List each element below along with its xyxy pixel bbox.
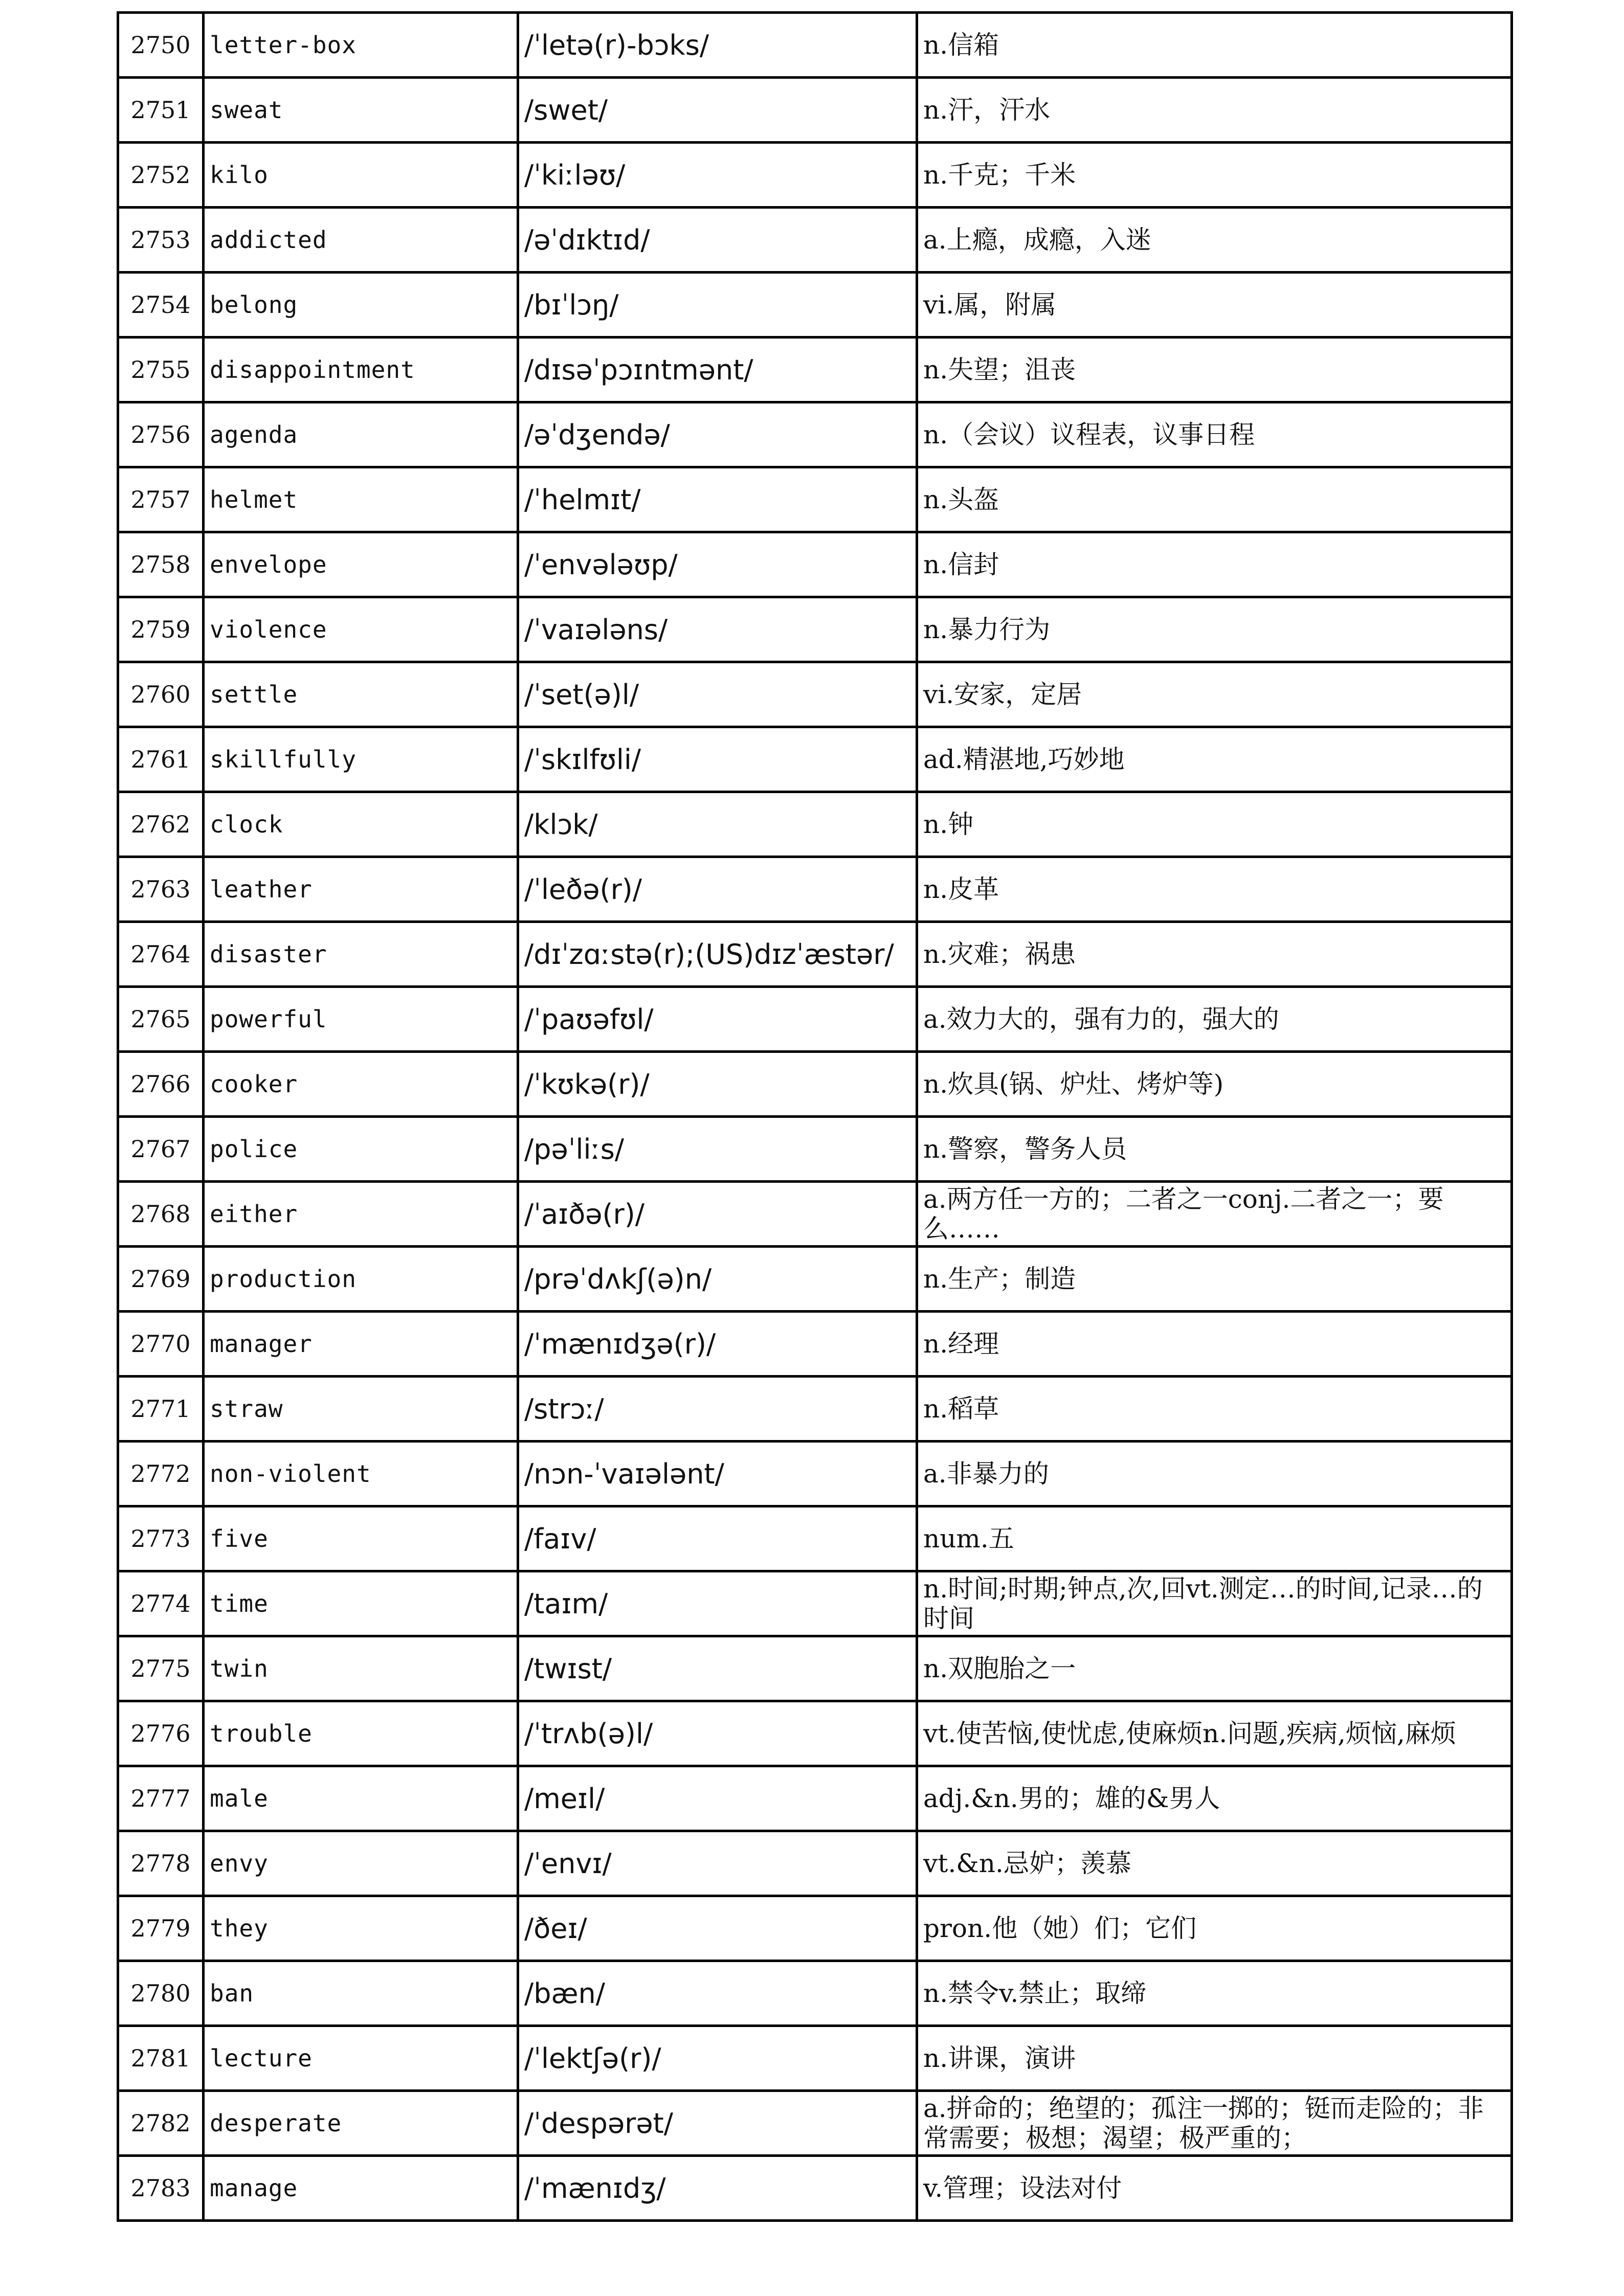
entry-meaning: ad.精湛地,巧妙地 [917,727,1512,792]
table-row [118,273,1512,337]
entry-word: clock [204,792,518,857]
entry-meaning: n.讲课，演讲 [917,2026,1512,2091]
entry-pronunciation: /ðeɪ/ [518,1896,917,1961]
entry-pronunciation: /pəˈliːs/ [518,1117,917,1182]
table-row [118,532,1512,597]
entry-pronunciation: /nɔn-ˈvaɪələnt/ [518,1442,917,1506]
entry-number: 2783 [118,2156,204,2221]
entry-word: cooker [204,1052,518,1117]
entry-word: envelope [204,532,518,597]
table-row [118,662,1512,727]
entry-word: non-violent [204,1442,518,1506]
entry-meaning: a.两方任一方的；二者之一conj.二者之一；要么…… [917,1182,1512,1247]
entry-number: 2779 [118,1896,204,1961]
entry-meaning: n.稻草 [917,1377,1512,1442]
entry-pronunciation: /dɪsəˈpɔɪntmənt/ [518,337,917,402]
entry-meaning: a.拼命的；绝望的；孤注一掷的；铤而走险的；非常需要；极想；渴望；极严重的； [917,2091,1512,2156]
table-row [118,1052,1512,1117]
entry-word: manager [204,1312,518,1377]
entry-word: leather [204,857,518,922]
entry-word: letter-box [204,13,518,78]
entry-pronunciation: /ˈaɪðə(r)/ [518,1182,917,1247]
entry-pronunciation: /ˈenvɪ/ [518,1831,917,1896]
entry-pronunciation: /ˈset(ə)l/ [518,662,917,727]
table-row [118,2091,1512,2156]
entry-meaning: n.灾难；祸患 [917,922,1512,987]
entry-meaning: n.信箱 [917,13,1512,78]
entry-meaning: vt.&n.忌妒；羡慕 [917,1831,1512,1896]
entry-meaning: n.禁令v.禁止；取缔 [917,1961,1512,2026]
entry-pronunciation: /ˈmænɪdʒ/ [518,2156,917,2221]
entry-number: 2752 [118,143,204,208]
entry-number: 2755 [118,337,204,402]
table-row [118,597,1512,662]
entry-meaning: num.五 [917,1506,1512,1571]
entry-meaning: n.千克；千米 [917,143,1512,208]
entry-meaning: n.时间;时期;钟点,次,回vt.测定…的时间,记录…的时间 [917,1571,1512,1636]
entry-meaning: a.效力大的，强有力的，强大的 [917,987,1512,1052]
entry-word: envy [204,1831,518,1896]
entry-number: 2758 [118,532,204,597]
table-row [118,792,1512,857]
entry-meaning: vi.属，附属 [917,273,1512,337]
entry-pronunciation: /taɪm/ [518,1571,917,1636]
entry-number: 2763 [118,857,204,922]
entry-number: 2773 [118,1506,204,1571]
entry-number: 2764 [118,922,204,987]
vocabulary-sheet [117,11,1513,2222]
table-row [118,337,1512,402]
entry-pronunciation: /prəˈdʌkʃ(ə)n/ [518,1247,917,1312]
entry-word: time [204,1571,518,1636]
entry-meaning: n.失望；沮丧 [917,337,1512,402]
table-row [118,1312,1512,1377]
table-row [118,1636,1512,1701]
entry-meaning: pron.他（她）们；它们 [917,1896,1512,1961]
entry-number: 2760 [118,662,204,727]
entry-word: five [204,1506,518,1571]
entry-word: manage [204,2156,518,2221]
entry-pronunciation: /klɔk/ [518,792,917,857]
entry-pronunciation: /ˈkʊkə(r)/ [518,1052,917,1117]
table-row [118,1766,1512,1831]
entry-meaning: vt.使苦恼,使忧虑,使麻烦n.问题,疾病,烦恼,麻烦 [917,1701,1512,1766]
table-row [118,13,1512,78]
entry-meaning: n.暴力行为 [917,597,1512,662]
table-row [118,857,1512,922]
entry-word: helmet [204,467,518,532]
entry-pronunciation: /ˈtrʌb(ə)l/ [518,1701,917,1766]
entry-word: they [204,1896,518,1961]
entry-number: 2754 [118,273,204,337]
table-row [118,1571,1512,1636]
entry-number: 2766 [118,1052,204,1117]
entry-pronunciation: /ˈenvələʊp/ [518,532,917,597]
entry-meaning: n.警察，警务人员 [917,1117,1512,1182]
entry-meaning: n.皮革 [917,857,1512,922]
entry-word: lecture [204,2026,518,2091]
entry-meaning: adj.&n.男的；雄的&男人 [917,1766,1512,1831]
entry-meaning: n.汗，汗水 [917,78,1512,143]
table-row [118,1117,1512,1182]
entry-pronunciation: /əˈdɪktɪd/ [518,208,917,273]
entry-meaning: v.管理；设法对付 [917,2156,1512,2221]
entry-word: belong [204,273,518,337]
entry-number: 2750 [118,13,204,78]
entry-pronunciation: /ˈpaʊəfʊl/ [518,987,917,1052]
entry-number: 2756 [118,402,204,467]
entry-pronunciation: /bɪˈlɔŋ/ [518,273,917,337]
entry-pronunciation: /ˈkiːləʊ/ [518,143,917,208]
entry-pronunciation: /meɪl/ [518,1766,917,1831]
entry-number: 2771 [118,1377,204,1442]
entry-word: addicted [204,208,518,273]
entry-pronunciation: /dɪˈzɑːstə(r);(US)dɪzˈæstər/ [518,922,917,987]
entry-number: 2768 [118,1182,204,1247]
entry-pronunciation: /ˈskɪlfʊli/ [518,727,917,792]
entry-number: 2757 [118,467,204,532]
entry-word: disaster [204,922,518,987]
entry-pronunciation: /swet/ [518,78,917,143]
entry-word: powerful [204,987,518,1052]
entry-word: kilo [204,143,518,208]
entry-pronunciation: /ˈleðə(r)/ [518,857,917,922]
entry-number: 2759 [118,597,204,662]
entry-number: 2761 [118,727,204,792]
entry-meaning: n.生产；制造 [917,1247,1512,1312]
table-row [118,1896,1512,1961]
table-row [118,143,1512,208]
entry-word: either [204,1182,518,1247]
table-row [118,922,1512,987]
entry-number: 2780 [118,1961,204,2026]
entry-meaning: n.头盔 [917,467,1512,532]
entry-word: twin [204,1636,518,1701]
vocabulary-table-body [118,13,1512,2221]
table-row [118,1961,1512,2026]
entry-word: production [204,1247,518,1312]
entry-number: 2769 [118,1247,204,1312]
entry-word: ban [204,1961,518,2026]
entry-meaning: n.双胞胎之一 [917,1636,1512,1701]
entry-number: 2765 [118,987,204,1052]
entry-word: straw [204,1377,518,1442]
entry-number: 2774 [118,1571,204,1636]
entry-meaning: n.炊具(锅、炉灶、烤炉等) [917,1052,1512,1117]
table-row [118,1182,1512,1247]
entry-word: violence [204,597,518,662]
entry-number: 2777 [118,1766,204,1831]
entry-word: male [204,1766,518,1831]
table-row [118,1701,1512,1766]
entry-number: 2762 [118,792,204,857]
entry-pronunciation: /ˈlektʃə(r)/ [518,2026,917,2091]
table-row [118,78,1512,143]
entry-number: 2775 [118,1636,204,1701]
table-row [118,208,1512,273]
entry-meaning: a.上瘾，成瘾，入迷 [917,208,1512,273]
entry-number: 2776 [118,1701,204,1766]
table-row [118,1377,1512,1442]
table-row [118,727,1512,792]
table-row [118,1831,1512,1896]
entry-pronunciation: /ˈvaɪələns/ [518,597,917,662]
entry-number: 2753 [118,208,204,273]
entry-meaning: n.（会议）议程表，议事日程 [917,402,1512,467]
entry-number: 2781 [118,2026,204,2091]
table-row [118,2026,1512,2091]
entry-number: 2767 [118,1117,204,1182]
entry-pronunciation: /əˈdʒendə/ [518,402,917,467]
entry-meaning: vi.安家，定居 [917,662,1512,727]
entry-word: disappointment [204,337,518,402]
table-row [118,1247,1512,1312]
entry-word: trouble [204,1701,518,1766]
entry-meaning: n.经理 [917,1312,1512,1377]
table-row [118,402,1512,467]
entry-number: 2778 [118,1831,204,1896]
entry-pronunciation: /ˈmænɪdʒə(r)/ [518,1312,917,1377]
entry-number: 2770 [118,1312,204,1377]
table-row [118,1506,1512,1571]
entry-pronunciation: /bæn/ [518,1961,917,2026]
entry-number: 2751 [118,78,204,143]
table-row [118,1442,1512,1506]
entry-word: agenda [204,402,518,467]
entry-pronunciation: /strɔː/ [518,1377,917,1442]
entry-pronunciation: /twɪst/ [518,1636,917,1701]
entry-meaning: a.非暴力的 [917,1442,1512,1506]
entry-pronunciation: /ˈhelmɪt/ [518,467,917,532]
entry-number: 2782 [118,2091,204,2156]
table-row [118,467,1512,532]
entry-pronunciation: /ˈletə(r)-bɔks/ [518,13,917,78]
entry-word: police [204,1117,518,1182]
entry-word: skillfully [204,727,518,792]
entry-pronunciation: /ˈdespərət/ [518,2091,917,2156]
entry-word: settle [204,662,518,727]
entry-number: 2772 [118,1442,204,1506]
entry-pronunciation: /faɪv/ [518,1506,917,1571]
entry-meaning: n.信封 [917,532,1512,597]
entry-meaning: n.钟 [917,792,1512,857]
entry-word: sweat [204,78,518,143]
table-row [118,987,1512,1052]
vocabulary-table [117,11,1513,2222]
entry-word: desperate [204,2091,518,2156]
table-row [118,2156,1512,2221]
